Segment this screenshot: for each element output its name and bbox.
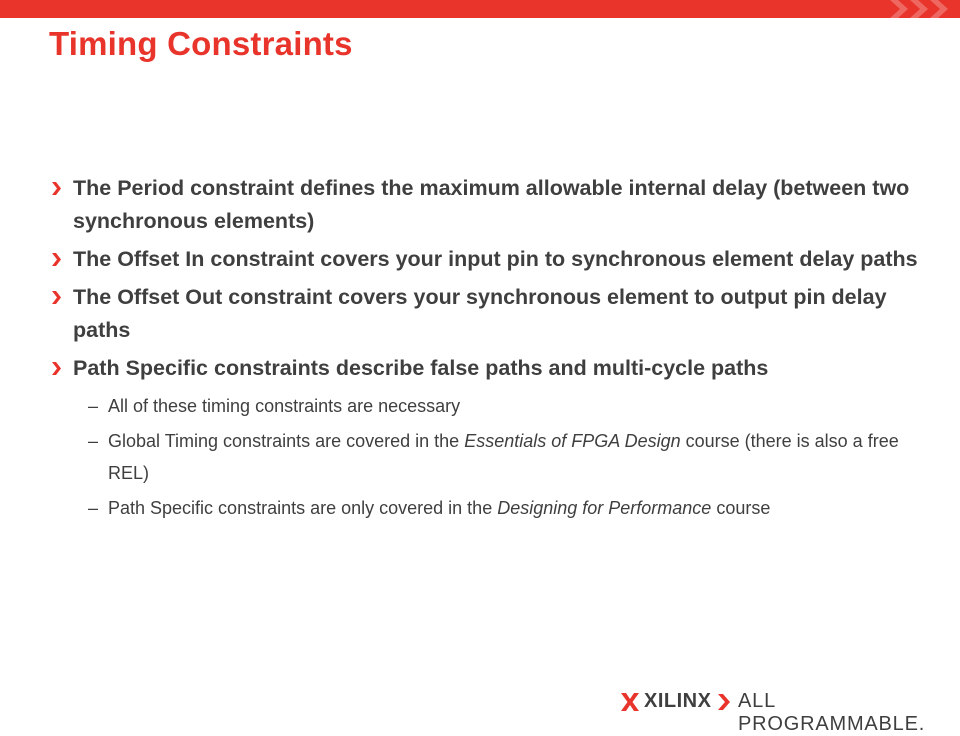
chevron-decoration-icon bbox=[884, 0, 954, 18]
tagline: ALL PROGRAMMABLE. bbox=[738, 690, 926, 735]
red-chevron-bullet-icon bbox=[52, 362, 61, 375]
dash-marker: – bbox=[88, 396, 99, 416]
sub-bullet-text: course (there is also a free REL) bbox=[108, 431, 899, 483]
red-chevron-bullet-icon bbox=[52, 253, 61, 266]
xilinx-logo-icon bbox=[621, 693, 639, 711]
sub-bullet-text: course bbox=[711, 498, 771, 518]
sub-bullet-necessary bbox=[52, 390, 932, 422]
header-bar bbox=[0, 0, 960, 18]
red-chevron-bullet-icon bbox=[52, 182, 61, 195]
red-chevron-icon bbox=[718, 694, 730, 710]
bullet-text: The Period constraint defines the maximum allowable internal delay (between two synchronous elements) bbox=[73, 176, 910, 233]
dash-marker: – bbox=[88, 498, 99, 518]
slide-content bbox=[52, 172, 932, 527]
bullet-text: The Offset Out constraint covers your synchronous element to output pin delay paths bbox=[73, 285, 887, 342]
sub-bullet-text: Global Timing constraints are covered in the bbox=[108, 431, 465, 451]
course-title-essentials: Essentials of FPGA Design bbox=[464, 431, 681, 451]
bullet-offset-out bbox=[52, 281, 932, 347]
bullet-offset-in bbox=[52, 243, 932, 276]
bullet-text: Path Specific constraints describe false paths and multi-cycle paths bbox=[73, 356, 769, 380]
dash-marker: – bbox=[88, 431, 99, 451]
sub-bullet-text: All of these timing constraints are necessary bbox=[108, 396, 461, 416]
bullet-text: The Offset In constraint covers your input pin to synchronous element delay paths bbox=[73, 247, 918, 271]
bullet-period bbox=[52, 172, 932, 238]
sub-bullet-path-specific bbox=[52, 492, 932, 524]
red-chevron-bullet-icon bbox=[52, 291, 61, 304]
bullet-path-specific bbox=[52, 352, 932, 385]
xilinx-wordmark: XILINX bbox=[644, 690, 712, 712]
slide-title: Timing Constraints bbox=[49, 25, 353, 62]
course-title-designing: Designing for Performance bbox=[497, 498, 712, 518]
sub-bullet-text: Path Specific constraints are only covered in the bbox=[108, 498, 498, 518]
sub-bullet-global-timing bbox=[52, 425, 932, 489]
